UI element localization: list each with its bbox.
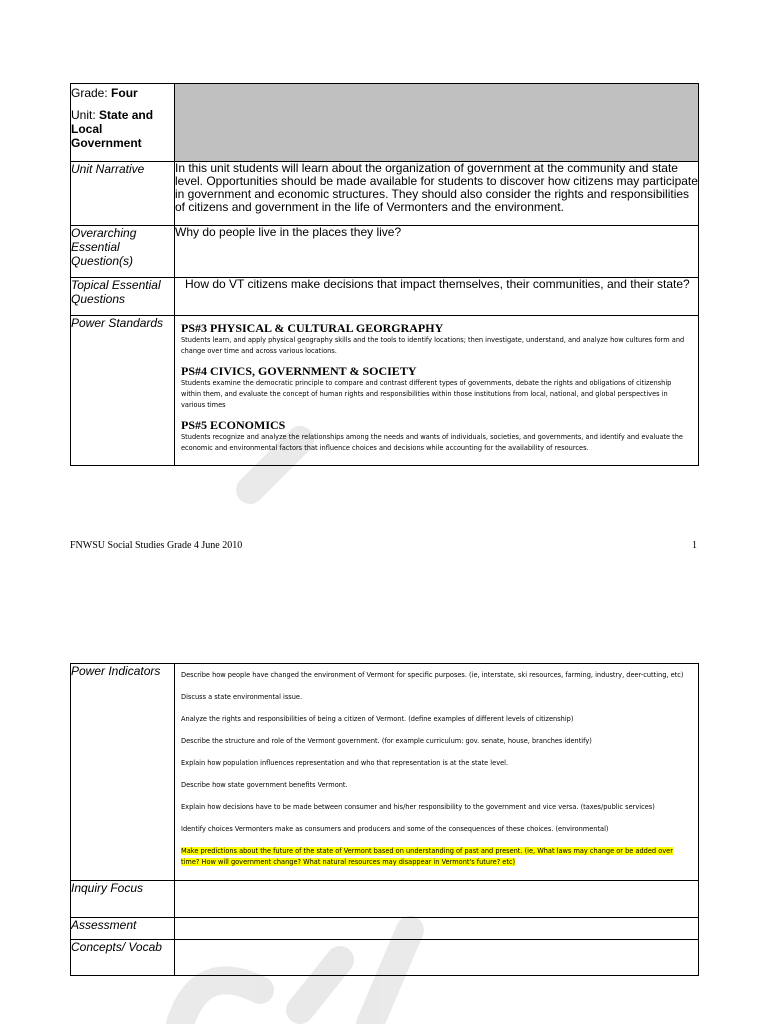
standard-heading: PS#4 CIVICS, GOVERNMENT & SOCIETY — [181, 364, 417, 378]
indicator-item: Explain how population influences representation and who that representation is at the state level. — [181, 759, 509, 767]
standard-ps5 — [181, 419, 692, 454]
unit-label: Unit: — [71, 108, 96, 122]
grade-unit-cell — [71, 84, 175, 162]
inquiry-cell — [175, 881, 699, 918]
assessment-cell — [175, 918, 699, 940]
standard-heading: PS#3 PHYSICAL & CULTURAL GEORGRAPHY — [181, 321, 444, 335]
overarching-text: Why do people live in the places they live? — [175, 226, 699, 278]
grade-value: Four — [111, 86, 138, 100]
standard-heading: PS#5 ECONOMICS — [181, 418, 286, 432]
standard-ps3 — [181, 322, 692, 357]
standard-ps4 — [181, 365, 692, 411]
power-indicators-label: Power Indicators — [71, 664, 175, 881]
unit-value: State and Local Government — [71, 108, 154, 150]
standard-text: Students learn, and apply physical geography skills and the tools to identify locations; then investigate, understand, and analyze how cultures form and change over time and across various locations. — [181, 336, 685, 355]
standard-text: Students recognize and analyze the relationships among the needs and wants of individuals, societies, and governments, and identify and evaluate the economic and environmental factors that influence choices and decisions while accounting for the availability of resources. — [181, 433, 683, 452]
concepts-label: Concepts/ Vocab — [71, 940, 175, 976]
header-gray-cell — [175, 84, 699, 162]
unit-overview-table — [70, 83, 699, 466]
inquiry-label: Inquiry Focus — [71, 881, 175, 918]
topical-label: Topical Essential Questions — [71, 278, 175, 316]
power-standards-cell — [175, 316, 699, 466]
power-standards-label: Power Standards — [71, 316, 175, 466]
footer-text: FNWSU Social Studies Grade 4 June 2010 — [70, 540, 243, 551]
indicators-table — [70, 663, 699, 976]
highlighted-indicator: Make predictions about the future of the state of Vermont based on understanding of past and present. (ie, What laws may change or be added over time? How will government change? What natural resources may disappear in Vermont's future? etc) — [181, 847, 673, 866]
concepts-cell — [175, 940, 699, 976]
narrative-text: In this unit students will learn about the organization of government at the community and state level. Opportunities should be made available for students to discover how citizens may participate in government and economic structures. They should also consider the rights and responsibilities of citizens and government in the life of Vermonters and the environment. — [175, 162, 699, 226]
topical-text: How do VT citizens make decisions that impact themselves, their communities, and their state? — [175, 278, 699, 316]
indicator-item: Explain how decisions have to be made between consumer and his/her responsibility to the government and vice versa. (taxes/public services) — [181, 803, 655, 811]
narrative-label: Unit Narrative — [71, 162, 175, 226]
indicator-item: Describe the structure and role of the Vermont government. (for example curriculum: gov. senate, house, branches identify) — [181, 737, 592, 745]
power-indicators-cell — [175, 664, 699, 881]
grade-label: Grade: — [71, 86, 108, 100]
standard-text: Students examine the democratic principle to compare and contrast different types of governments, debate the rights and obligations of citizenship within them, and evaluate the concept of human rights and responsibilities within those institutions from local, national, and global perspectives in various times — [181, 379, 672, 409]
assessment-label: Assessment — [71, 918, 175, 940]
indicator-item: Describe how state government benefits Vermont. — [181, 781, 348, 789]
indicator-item: Describe how people have changed the environment of Vermont for specific purposes. (ie, interstate, ski resources, farming, industry, deer-cutting, etc) — [181, 671, 684, 679]
indicator-item: Identify choices Vermonters make as consumers and producers and some of the consequences of these choices. (environmental) — [181, 825, 609, 833]
overarching-label: Overarching Essential Question(s) — [71, 226, 175, 278]
indicator-item: Analyze the rights and responsibilities of being a citizen of Vermont. (define examples of different levels of citizenship) — [181, 715, 574, 723]
indicator-item: Discuss a state environmental issue. — [181, 693, 303, 701]
page-number: 1 — [692, 540, 697, 551]
